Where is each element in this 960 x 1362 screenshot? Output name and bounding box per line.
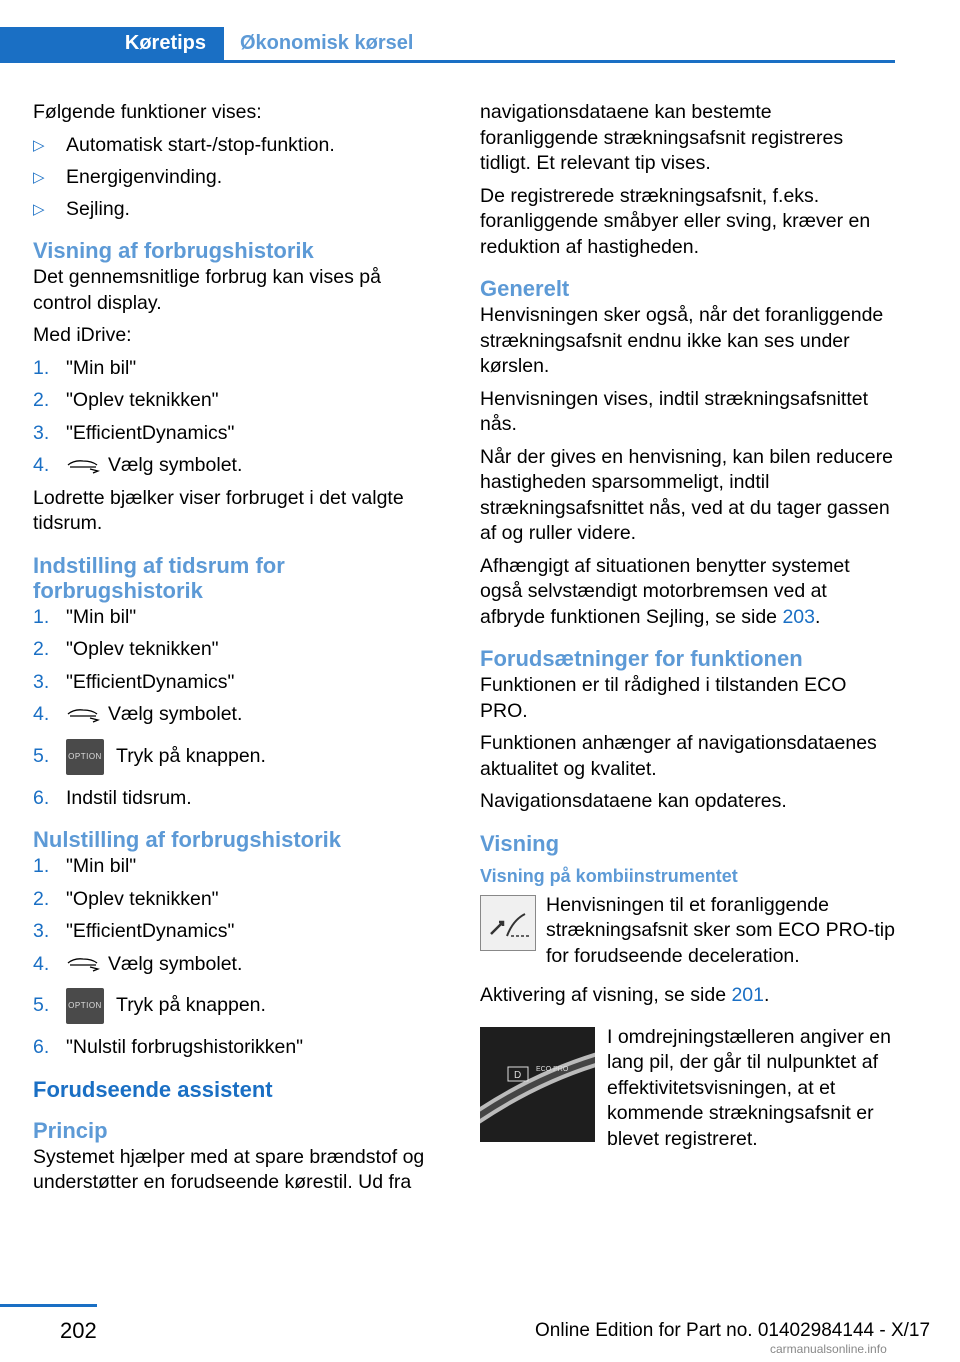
paragraph: Navigationsdataene kan opdateres. xyxy=(480,790,787,812)
paragraph: Med iDrive: xyxy=(33,324,132,346)
list-item: 4. Vælg symbolet. xyxy=(33,454,243,476)
list-item: 3. "EfficientDynamics" xyxy=(33,670,235,693)
triangle-bullet-icon: ▷ xyxy=(33,168,45,186)
tab-koeretips[interactable]: Køretips xyxy=(0,27,224,60)
left-column xyxy=(33,100,438,1203)
deceleration-tip-icon xyxy=(480,895,536,951)
paragraph: Lodrette bjælker viser forbruget i det valgte tidsrum. xyxy=(33,486,404,534)
list-item: 1. "Min bil" xyxy=(33,356,137,379)
intro-text: Følgende funktioner vises: xyxy=(33,101,262,123)
list-item: ▷ Energigenvinding. xyxy=(33,165,438,191)
list-item: 5. OPTION Tryk på knappen. xyxy=(33,735,438,779)
page-link-203[interactable]: 203 xyxy=(782,605,815,628)
option-button-icon: OPTION xyxy=(66,739,104,775)
eco-tip-block xyxy=(480,893,895,977)
paragraph: Henvisningen sker også, når det foranliggende strækningsafsnit endnu ikke kan ses under kørslen. xyxy=(480,304,884,377)
heading-assistant: Forudseende assistent xyxy=(33,1076,273,1102)
paragraph: Henvisningen til et foranliggende strækningsafsnit sker som ECO PRO-tip for forudseende deceleration. xyxy=(546,893,895,967)
list-item: 4. Vælg symbolet. xyxy=(33,703,243,725)
list-item: 4. Vælg symbolet. xyxy=(33,952,243,975)
list-item: 3. "EfficientDynamics" xyxy=(33,920,235,942)
triangle-bullet-icon: ▷ xyxy=(33,200,45,218)
watermark: carmanualsonline.info xyxy=(770,1342,887,1356)
edition-text: Online Edition for Part no. 01402984144 - X/17 xyxy=(535,1320,931,1341)
heading-history: Visning af forbrugshistorik xyxy=(33,238,314,263)
paragraph: I omdrejningstælleren angiver en lang pil, der går til nulpunktet af effektivitetsvisningen, at et kommende strækningsafsnit er blevet registreret. xyxy=(607,1025,891,1150)
page-header xyxy=(0,27,895,63)
list-item: ▷ Automatisk start-/stop-funktion. xyxy=(33,133,438,159)
footer-rule xyxy=(0,1304,97,1307)
paragraph: De registrerede strækningsafsnit, f.eks. foranliggende småbyer eller sving, kræver en reduktion af hastigheden. xyxy=(480,184,871,258)
list-item: 2. "Oplev teknikken" xyxy=(33,887,219,910)
paragraph: Når der gives en henvisning, kan bilen reducere hastigheden sparsommeligt, indtil strækningsafsnittet nås, ved at du tager gassen af og ruller videre. xyxy=(480,445,893,544)
heading-period: Indstilling af tidsrum for forbrugshistorik xyxy=(33,552,285,603)
car-efficiency-symbol-icon xyxy=(66,707,100,723)
triangle-bullet-icon: ▷ xyxy=(33,136,45,154)
steps-reset xyxy=(33,854,438,1061)
tachometer-block xyxy=(480,1025,895,1153)
page-number: 202 xyxy=(60,1318,97,1343)
paragraph: Aktivering af visning, se side 201. xyxy=(480,984,770,1006)
heading-reset: Nulstilling af forbrugshistorik xyxy=(33,827,342,852)
paragraph: navigationsdataene kan bestemte foranliggende strækningsafsnit registreres tidligt. Et relevant tip vises. xyxy=(480,101,844,174)
heading-principle: Princip xyxy=(33,1117,108,1143)
right-column xyxy=(480,100,895,1152)
tab-oekonomisk-koersel[interactable]: Økonomisk kørsel xyxy=(240,32,414,54)
gear-indicator: D xyxy=(514,1069,522,1081)
paragraph: Henvisningen vises, indtil strækningsafsnittet nås. xyxy=(480,387,869,435)
heading-general: Generelt xyxy=(480,276,570,301)
list-item: 2. "Oplev teknikken" xyxy=(33,638,219,660)
heading-prerequisites: Forudsætninger for funktionen xyxy=(480,646,803,671)
list-item: 1. "Min bil" xyxy=(33,605,137,628)
heading-display: Visning xyxy=(480,830,560,856)
list-item: ▷ Sejling. xyxy=(33,197,438,223)
list-item: 1. "Min bil" xyxy=(33,855,137,877)
list-item: 2. "Oplev teknikken" xyxy=(33,389,219,411)
heading-cluster: Visning på kombiinstrumentet xyxy=(480,865,738,886)
feature-list xyxy=(33,133,438,223)
paragraph: Afhængigt af situationen benytter systemet også selvstændigt motorbremsen ved at afbryde funktionen Sejling, se side 203. xyxy=(480,554,850,628)
option-button-icon: OPTION xyxy=(66,988,104,1024)
paragraph: Funktionen er til rådighed i tilstanden ECO PRO. xyxy=(480,674,847,722)
eco-pro-label: ECO PRO xyxy=(536,1065,569,1073)
tachometer-image xyxy=(480,1027,595,1142)
car-efficiency-symbol-icon xyxy=(66,956,100,972)
paragraph: Systemet hjælper med at spare brændstof og understøtter en forudseende kørestil. Ud fra xyxy=(33,1145,425,1193)
list-item: 6. Indstil tidsrum. xyxy=(33,786,192,809)
paragraph: Funktionen anhænger af navigationsdataenes aktualitet og kvalitet. xyxy=(480,732,877,780)
list-item: 3. "EfficientDynamics" xyxy=(33,421,235,444)
paragraph: Det gennemsnitlige forbrug kan vises på control display. xyxy=(33,266,381,314)
list-item: 5. OPTION Tryk på knappen. xyxy=(33,984,438,1028)
page-link-201[interactable]: 201 xyxy=(731,984,764,1006)
steps-period xyxy=(33,605,438,812)
list-item: 6. "Nulstil forbrugshistorikken" xyxy=(33,1036,304,1058)
car-efficiency-symbol-icon xyxy=(66,458,100,474)
steps-history xyxy=(33,356,438,479)
